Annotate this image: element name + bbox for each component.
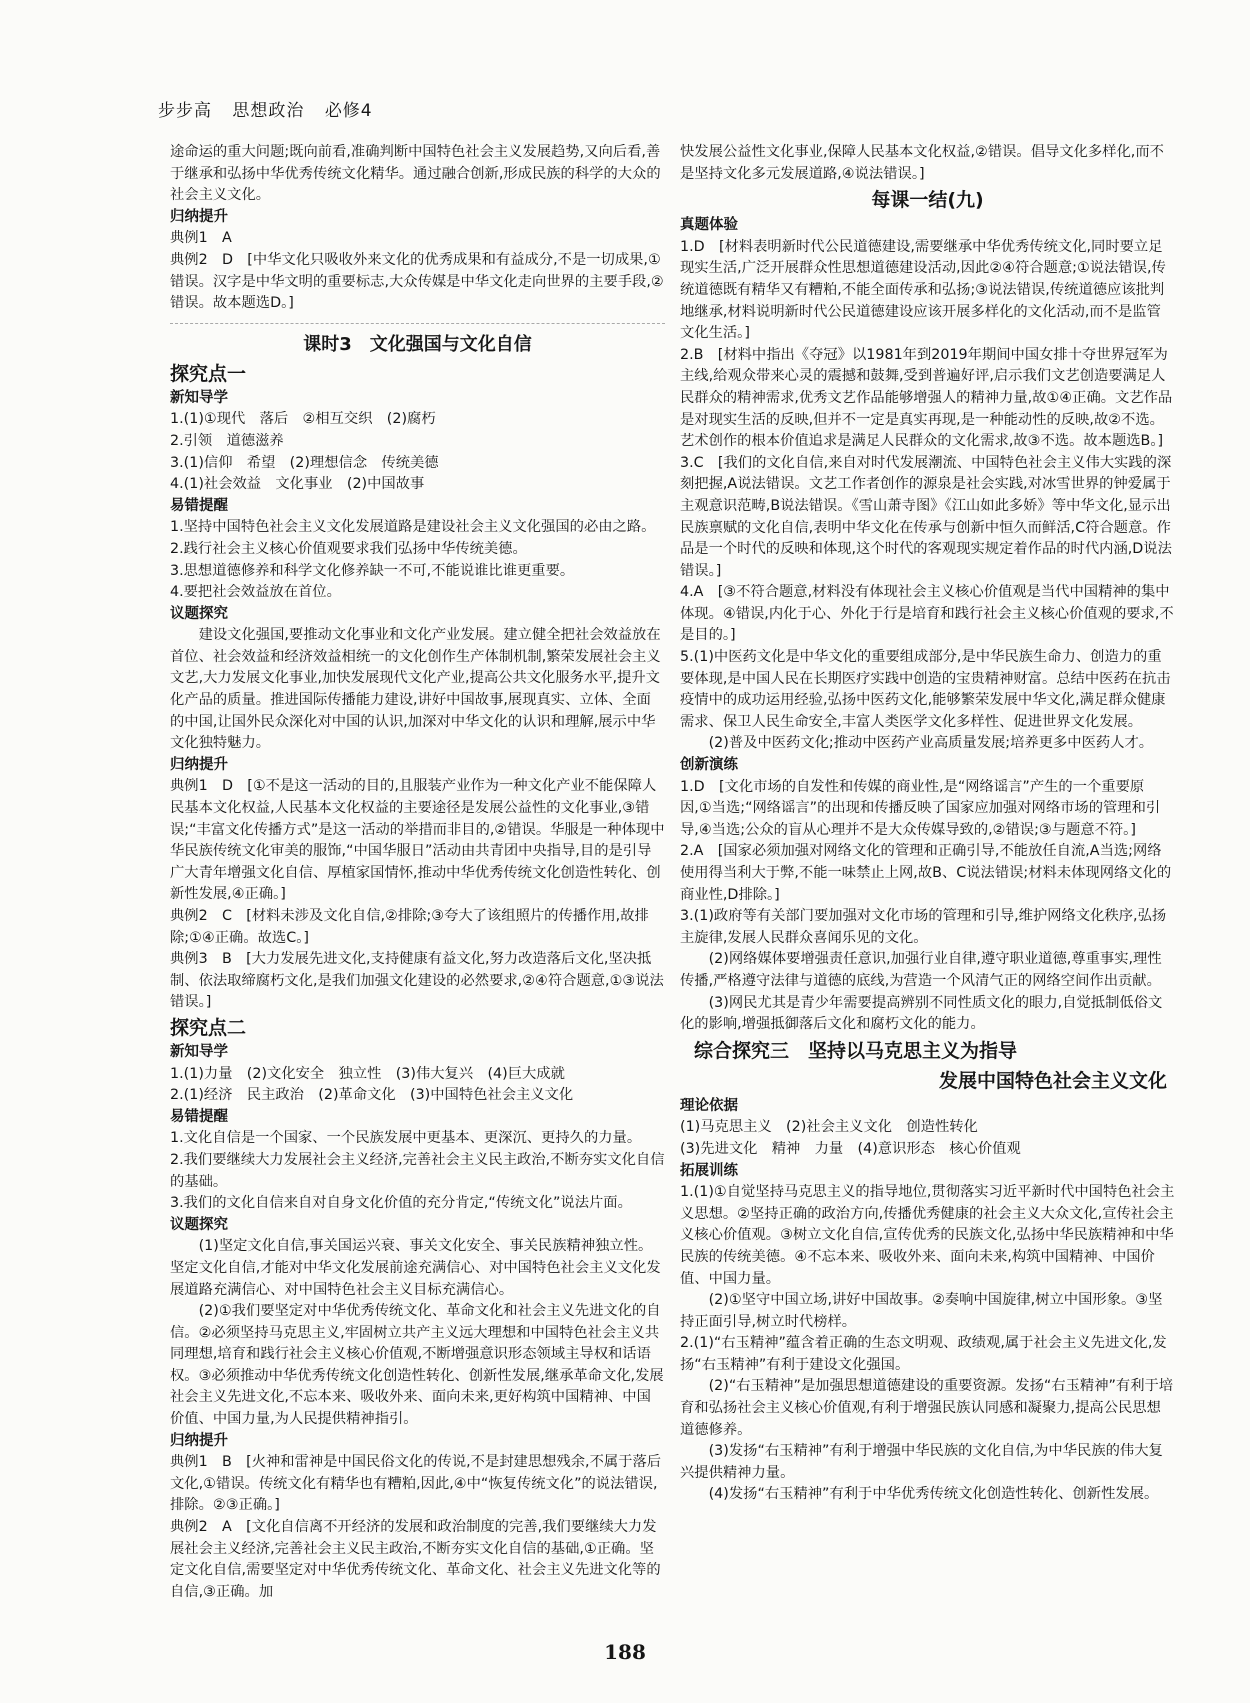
paragraph: 1.(1)力量 (2)文化安全 独立性 (3)伟大复兴 (4)巨大成就 — [170, 1065, 565, 1082]
divider — [170, 323, 665, 324]
paragraph: 5.(1)中医药文化是中华文化的重要组成部分,是中华民族生命力、创造力的重要体现,是中国人民在长期医疗实践中创造的宝贵精神财富。总结中医药在抗击疫情中的成功运用经验,弘扬中医药文化,能够繁荣发展中华文化,满足群众健康需求、保卫人民生命安全,丰富人类医学文化多样性、促进世界文化发展。 — [680, 649, 1171, 730]
volume-title: 必修4 — [324, 101, 373, 121]
section-subheading: 真题体验 — [680, 217, 738, 234]
section-subheading: 易错提醒 — [170, 1108, 228, 1125]
paragraph: 4.A [③不符合题意,材料没有体现社会主义核心价值观是当代中国精神的集中体现。④错误,内化于心、外化于行是培育和践行社会主义核心价值观的要求,不是目的。] — [680, 584, 1174, 644]
lesson-title: 课时3 文化强国与文化自信 — [303, 333, 532, 355]
paragraph: (2)网络媒体要增强责任意识,加强行业自律,遵守职业道德,尊重事实,理性传播,严格遵守法律与道德的底线,为营造一个风清气正的网络空间作出贡献。 — [680, 951, 1162, 989]
section-subheading: 新知导学 — [170, 1043, 228, 1060]
paragraph: 1.(1)①现代 落后 ②相互交织 (2)腐朽 — [170, 411, 436, 428]
paragraph: 4.(1)社会效益 文化事业 (2)中国故事 — [170, 476, 425, 493]
paragraph: 2.A [国家必须加强对网络文化的管理和正确引导,不能放任自流,A当选;网络使用得当利大于弊,不能一味禁止上网,故B、C说法错误;材料未体现网络文化的商业性,D排除。] — [680, 843, 1172, 903]
paragraph: 1.文化自信是一个国家、一个民族发展中更基本、更深沉、更持久的力量。 — [170, 1130, 642, 1147]
paragraph: 典例1 A — [170, 230, 232, 247]
paragraph: (2)①我们要坚定对中华优秀传统文化、革命文化和社会主义先进文化的自信。②必须坚持马克思主义,牢固树立共产主义远大理想和中国特色社会主义共同理想,培育和践行社会主义核心价值观,不断增强意识形态领域主导权和话语权。③必须推动中华优秀传统文化创造性转化、创新性发展,继承革命文化,发展社会主义先进文化,不忘本来、吸收外来、面向未来,更好构筑中国精神、中国价值、中国力量,为人民提供精神指引。 — [170, 1303, 664, 1428]
section-subheading: 理论依据 — [680, 1097, 738, 1114]
paragraph: (3)网民尤其是青少年需要提高辨别不同性质文化的眼力,自觉抵制低俗文化的影响,增强抵御落后文化和腐朽文化的能力。 — [680, 994, 1163, 1033]
section-subheading: 拓展训练 — [680, 1162, 738, 1179]
paragraph: 2.(1)“右玉精神”蕴含着正确的生态文明观、政绩观,属于社会主义先进文化,发扬“右玉精神”有利于建设文化强国。 — [680, 1335, 1167, 1373]
paragraph: 1.D [材料表明新时代公民道德建设,需要继承中华优秀传统文化,同时要立足现实生活,广泛开展群众性思想道德建设活动,因此②④符合题意;①说法错误,传统道德既有精华又有糟粕,不能全面传承和弘扬;③说法错误,传统道德应该批判地继承,材料说明新时代公民道德建设应该开展多样化的文化活动,而不是监管文化生活。] — [680, 238, 1166, 342]
paragraph: 典例2 D [中华文化只吸收外来文化的优秀成果和有益成分,不是一切成果,①错误。汉字是中华文明的重要标志,大众传媒是中华文化走向世界的主要手段,②错误。故本题选D。] — [170, 251, 664, 312]
paragraph: 3.C [我们的文化自信,来自对时代发展潮流、中国特色社会主义伟大实践的深刻把握,A说法错误。文艺工作者创作的源泉是社会实践,对冰雪世界的钟爱属于主观意识范畴,B说法错误。《雪山萧寺图》《江山如此多娇》等中华文化,显示出民族禀赋的文化自信,表明中华文化在传承与创新中恒久而鲜活,C符合题意。作品是一个时代的反映和体现,这个时代的客观现实规定着作品的时代内涵,D说法错误。] — [680, 454, 1172, 579]
comprehensive-title: 综合探究三 坚持以马克思主义为指导 — [694, 1039, 1018, 1062]
paragraph: 1.(1)①自觉坚持马克思主义的指导地位,贯彻落实习近平新时代中国特色社会主义思想。②坚持正确的政治方向,传播优秀健康的社会主义大众文化,宣传社会主义核心价值观。③树立文化自信,宣传优秀的民族文化,弘扬中华民族精神和中华民族的传统美德。④不忘本来、吸收外来、面向未来,构筑中国精神、中国价值、中国力量。 — [680, 1184, 1175, 1287]
summary-title: 每课一结(九) — [871, 189, 984, 212]
section-subheading: 新知导学 — [170, 389, 228, 406]
paragraph: (2)普及中医药文化;推动中医药产业高质量发展;培养更多中医药人才。 — [708, 735, 1154, 752]
paragraph: 4.要把社会效益放在首位。 — [170, 584, 341, 601]
paragraph: 典例2 A [文化自信离不开经济的发展和政治制度的完善,我们要继续大力发展社会主义经济,完善社会主义民主政治,不断夯实文化自信的基础,①正确。坚定文化自信,需要坚定对中华优秀传统文化、革命文化、社会主义先进文化等的自信,③正确。加 — [170, 1519, 661, 1600]
paragraph: (2)①坚守中国立场,讲好中国故事。②奏响中国旋律,树立中国形象。③坚持正面引导,树立时代榜样。 — [680, 1292, 1163, 1330]
page-number: 188 — [604, 1640, 646, 1664]
right-column — [680, 142, 1175, 1506]
paragraph: 3.(1)政府等有关部门要加强对文化市场的管理和引导,维护网络文化秩序,弘扬主旋律,发展人民群众喜闻乐见的文化。 — [680, 908, 1167, 946]
section-heading: 探究点一 — [170, 362, 247, 385]
paragraph: 1.D [文化市场的自发性和传媒的商业性,是“网络谣言”产生的一个重要原因,①当选;“网络谣言”的出现和传播反映了国家应加强对网络市场的管理和引导,④当选;公众的盲从心理并不是大众传媒导致的,②错误;③与题意不符。] — [680, 778, 1161, 838]
left-column — [170, 142, 665, 1603]
paragraph: 典例3 B [大力发展先进文化,支持健康有益文化,努力改造落后文化,坚决抵制、依法取缔腐朽文化,是我们加强文化建设的必然要求,②④符合题意,①③说法错误。] — [170, 951, 664, 1011]
section-heading: 探究点二 — [170, 1016, 247, 1039]
paragraph: 快发展公益性文化事业,保障人民基本文化权益,②错误。倡导文化多样化,而不是坚持文化多元发展道路,④说法错误。] — [680, 144, 1164, 182]
paragraph: 2.践行社会主义核心价值观要求我们弘扬中华传统美德。 — [170, 540, 527, 557]
paragraph: 建设文化强国,要推动文化事业和文化产业发展。建立健全把社会效益放在首位、社会效益和经济效益相统一的文化创作生产体制机制,繁荣发展社会主义文艺,大力发展文化事业,加快发展现代文化产业,提高公共文化服务水平,提升文化产品的质量。推进国际传播能力建设,讲好中国故事,展现真实、立体、全面的中国,让国外民众深化对中国的认识,加深对中华文化的认识和理解,展示中华文化独特魅力。 — [170, 627, 661, 752]
paragraph: (1)马克思主义 (2)社会主义文化 创造性转化 — [680, 1119, 978, 1136]
paragraph: 2.我们要继续大力发展社会主义经济,完善社会主义民主政治,不断夯实文化自信的基础。 — [170, 1151, 665, 1190]
paragraph: 1.坚持中国特色社会主义文化发展道路是建设社会主义文化强国的必由之路。 — [170, 519, 656, 536]
paragraph: 2.(1)经济 民主政治 (2)革命文化 (3)中国特色社会主义文化 — [170, 1087, 574, 1104]
section-subheading: 议题探究 — [170, 605, 228, 622]
section-subheading: 归纳提升 — [170, 756, 228, 773]
paragraph: (4)发扬“右玉精神”有利于中华优秀传统文化创造性转化、创新性发展。 — [708, 1486, 1159, 1503]
paragraph: (3)发扬“右玉精神”有利于增强中华民族的文化自信,为中华民族的伟大复兴提供精神力量。 — [680, 1443, 1163, 1481]
paragraph: 典例1 D [①不是这一活动的目的,且服装产业作为一种文化产业不能保障人民基本文化权益,人民基本文化权益的主要途径是发展公益性的文化事业,③错误;“丰富文化传播方式”是这一活动的举措而非目的,②错误。华服是一种体现中华民族传统文化审美的服饰,“中国华服日”活动由共青团中央指导,目的是引导广大青年增强文化自信、厚植家国情怀,推动中华优秀传统文化创造性转化、创新性发展,④正确。] — [170, 778, 665, 903]
comprehensive-subtitle: 发展中国特色社会主义文化 — [938, 1069, 1167, 1092]
section-subheading: 议题探究 — [170, 1216, 228, 1233]
paragraph: 3.(1)信仰 希望 (2)理想信念 传统美德 — [170, 454, 439, 471]
paragraph: (2)“右玉精神”是加强思想道德建设的重要资源。发扬“右玉精神”有利于培育和弘扬社会主义核心价值观,有利于增强民族认同感和凝聚力,提高公民思想道德修养。 — [680, 1378, 1174, 1438]
page-header — [158, 96, 387, 121]
section-subheading: 归纳提升 — [170, 208, 228, 225]
book-title: 步步高 — [158, 101, 212, 121]
section-subheading: 易错提醒 — [170, 497, 228, 514]
paragraph: 典例2 C [材料未涉及文化自信,②排除;③夸大了该组照片的传播作用,故排除;①④正确。故选C。] — [170, 908, 649, 946]
paragraph: (1)坚定文化自信,事关国运兴衰、事关文化安全、事关民族精神独立性。坚定文化自信,才能对中华文化发展前途充满信心、对中国特色社会主义文化发展道路充满信心、对中国特色社会主义目标充满信心。 — [170, 1238, 661, 1298]
paragraph: 2.B [材料中指出《夺冠》以1981年到2019年期间中国女排十夺世界冠军为主线,给观众带来心灵的震撼和鼓舞,受到普遍好评,启示我们文艺创造要满足人民群众的精神需求,优秀文艺作品能够增强人的精神力量,故①④正确。文艺作品是对现实生活的反映,但并不一定是真实再现,是一种能动性的反映,故②不选。艺术创作的根本价值追求是满足人民群众的文化需求,故③不选。故本题选B。] — [680, 346, 1173, 450]
paragraph: 3.我们的文化自信来自对自身文化价值的充分肯定,“传统文化”说法片面。 — [170, 1195, 632, 1212]
section-subheading: 创新演练 — [680, 757, 738, 774]
paragraph: (3)先进文化 精神 力量 (4)意识形态 核心价值观 — [680, 1140, 1021, 1157]
paragraph: 典例1 B [火神和雷神是中国民俗文化的传说,不是封建思想残余,不属于落后文化,①错误。传统文化有精华也有糟粕,因此,④中“恢复传统文化”的说法错误,排除。②③正确。] — [170, 1454, 662, 1514]
paragraph: 3.思想道德修养和科学文化修养缺一不可,不能说谁比谁更重要。 — [170, 562, 575, 579]
subject-title: 思想政治 — [232, 101, 305, 121]
paragraph: 2.引领 道德滋养 — [170, 432, 284, 449]
paragraph: 途命运的重大问题;既向前看,准确判断中国特色社会主义发展趋势,又向后看,善于继承和弘扬中华优秀传统文化精华。通过融合创新,形成民族的科学的大众的社会主义文化。 — [170, 144, 661, 204]
section-subheading: 归纳提升 — [170, 1432, 228, 1449]
